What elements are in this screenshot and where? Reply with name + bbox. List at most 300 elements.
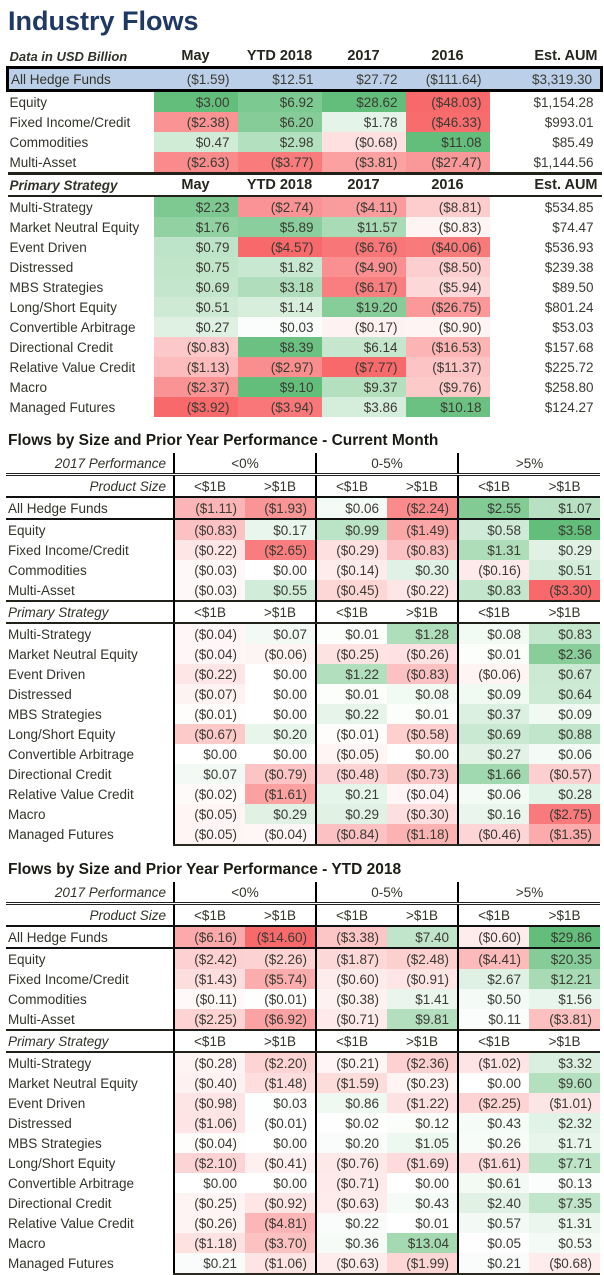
flow-value-cell: ($11.37) [406,357,490,377]
flow-value-cell: ($0.60) [458,926,529,948]
table-row [8,152,602,174]
flow-value-cell: $0.00 [387,1173,458,1193]
flow-value-cell: ($0.60) [316,969,387,989]
row-label: Directional Credit [9,339,114,355]
flow-value-cell: ($3.94) [238,397,322,417]
row-label: Multi-Strategy [8,626,92,642]
flow-value-cell: ($16.53) [406,337,490,357]
flow-value-cell: $0.00 [245,744,316,764]
flow-value-cell: $2.23 [154,196,238,217]
flow-value-cell: ($5.94) [406,277,490,297]
strategy-section-label: Primary Strategy [8,174,154,197]
flow-value-cell: $0.29 [316,804,387,824]
product-size-header: >$1B [387,475,458,498]
flow-value-cell: $3.58 [529,519,600,540]
row-label: Market Neutral Equity [8,1075,138,1091]
flow-value-cell: ($0.22) [387,580,458,601]
flow-value-cell: ($0.16) [458,560,529,580]
table-row [6,1233,600,1253]
flow-value-cell: $0.01 [387,704,458,724]
product-size-header: <$1B [458,475,529,498]
performance-group-header: >5% [458,453,600,475]
flow-value-cell: $0.07 [245,623,316,644]
header-row [8,174,602,197]
flow-value-cell: ($1.69) [387,1153,458,1173]
row-label: Commodities [9,134,89,150]
flow-value-cell: $0.43 [387,1193,458,1213]
table-row [6,1113,600,1133]
flow-value-cell: ($0.38) [316,989,387,1009]
row-label: MBS Strategies [9,279,104,295]
flow-value-cell: $0.03 [238,317,322,337]
table-row [8,91,602,113]
table-row [6,497,600,519]
table-row [8,277,602,297]
flow-value-cell: ($2.65) [245,540,316,560]
flow-value-cell: $0.00 [387,744,458,764]
flow-value-cell: ($0.30) [387,804,458,824]
flow-value-cell: $20.35 [529,948,600,969]
flow-value-cell: $12.51 [238,68,322,91]
flow-value-cell: $0.64 [529,684,600,704]
flow-value-cell: $0.43 [458,1113,529,1133]
flow-value-cell: $0.99 [316,519,387,540]
performance-axis-label: 2017 Performance [6,453,174,475]
product-size-header: >$1B [529,904,600,927]
flow-value-cell: $0.83 [458,580,529,601]
flow-value-cell: ($0.83) [387,540,458,560]
flow-value-cell: ($0.01) [174,704,245,724]
row-label: Directional Credit [8,766,112,782]
flow-value-cell: ($0.68) [322,132,406,152]
flow-value-cell: ($0.41) [245,1153,316,1173]
flow-value-cell: ($26.75) [406,297,490,317]
flow-value-cell: ($46.33) [406,112,490,132]
flow-value-cell: $0.01 [316,623,387,644]
flow-value-cell: ($1.49) [387,519,458,540]
flow-value-cell: $12.21 [529,969,600,989]
strategy-section-label: Primary Strategy [6,1030,174,1052]
row-label: All Hedge Funds [8,68,154,91]
flow-value-cell: $7.71 [529,1153,600,1173]
row-label: Relative Value Credit [8,786,134,802]
row-label: Directional Credit [8,1195,112,1211]
industry-flows-table [6,46,603,417]
flow-value-cell: $0.09 [529,704,600,724]
product-size-header: <$1B [316,1030,387,1052]
flow-value-cell: $9.37 [322,377,406,397]
flow-value-cell: $3.18 [238,277,322,297]
flow-value-cell: ($0.26) [174,1213,245,1233]
flow-value-cell: $1.05 [387,1133,458,1153]
flow-value-cell: ($0.90) [406,317,490,337]
product-size-header: >$1B [387,1030,458,1052]
flow-value-cell: $3.32 [529,1052,600,1073]
flow-value-cell: ($0.45) [316,580,387,601]
flow-value-cell: ($0.79) [245,764,316,784]
flow-value-cell: ($2.24) [387,497,458,519]
flow-value-cell: ($0.71) [316,1173,387,1193]
flow-value-cell: ($4.57) [238,237,322,257]
table-row [6,704,600,724]
column-header-may: May [181,48,210,64]
row-label: Distressed [8,686,72,702]
section-title-ytd-2018: Flows by Size and Prior Year Performance - YTD 2018 [8,861,402,878]
flow-value-cell: $0.27 [154,317,238,337]
flow-value-cell: $0.11 [458,1009,529,1030]
flow-value-cell: ($0.05) [316,744,387,764]
flow-value-cell: $0.00 [245,560,316,580]
product-size-header: >$1B [245,601,316,623]
table-row [8,237,602,257]
product-size-header: <$1B [174,475,245,498]
flow-value-cell: $0.06 [316,497,387,519]
flow-value-cell: $0.36 [316,1233,387,1253]
row-label: Fixed Income/Credit [9,114,131,130]
flow-value-cell: ($2.63) [154,152,238,174]
table-row [6,540,600,560]
flow-value-cell: $2.98 [238,132,322,152]
table-row [8,196,602,217]
flow-value-cell: $0.00 [245,684,316,704]
performance-group-header: 0-5% [316,453,458,475]
row-label: Market Neutral Equity [9,219,140,235]
performance-group-header: 0-5% [316,882,458,904]
flow-value-cell: ($0.22) [174,664,245,684]
flow-value-cell: $0.06 [458,784,529,804]
table-row [6,724,600,744]
flow-value-cell: ($0.02) [174,784,245,804]
column-header-may: May [154,174,238,197]
column-header-2016: 2016 [406,174,490,197]
flow-value-cell: $0.51 [529,560,600,580]
aum-value-cell: $1,144.56 [533,154,594,170]
flow-value-cell: $0.00 [245,1173,316,1193]
section-title-current-month: Flows by Size and Prior Year Performance - Current Month [8,432,439,449]
aum-value-cell: $536.93 [544,239,594,255]
flow-value-cell: ($0.73) [387,764,458,784]
row-label: Equity [9,94,48,110]
flow-value-cell: ($1.22) [387,1093,458,1113]
flow-value-cell: ($40.06) [406,237,490,257]
product-size-header: <$1B [316,904,387,927]
flow-value-cell: $0.26 [458,1133,529,1153]
table-row [8,132,602,152]
flow-value-cell: $1.78 [322,112,406,132]
flow-value-cell: ($9.76) [406,377,490,397]
strategy-section-header-row [6,1030,600,1052]
flow-value-cell: $28.62 [322,91,406,113]
flow-value-cell: ($2.97) [238,357,322,377]
table-row [6,1213,600,1233]
flow-value-cell: ($0.83) [154,337,238,357]
row-label: Event Driven [8,1095,86,1111]
flow-value-cell: ($2.26) [245,948,316,969]
table-row [6,664,600,684]
flow-value-cell: ($1.99) [387,1253,458,1274]
flow-value-cell: $7.40 [387,926,458,948]
flow-value-cell: $6.20 [238,112,322,132]
size-perf-table-current-month-body [6,453,600,845]
flow-value-cell: ($0.46) [458,824,529,845]
flow-value-cell: $1.31 [458,540,529,560]
aum-value-cell: $534.85 [544,199,594,215]
row-label: Multi-Strategy [9,199,93,215]
flow-value-cell: $0.20 [316,1133,387,1153]
flow-value-cell: $2.55 [458,497,529,519]
column-header-2017: 2017 [347,48,380,64]
aum-value-cell: $53.03 [552,319,594,335]
flow-value-cell: ($0.06) [245,644,316,664]
row-label: Event Driven [9,239,87,255]
flow-value-cell: ($1.59) [154,68,238,91]
flow-value-cell: ($0.11) [174,989,245,1009]
row-label: All Hedge Funds [6,497,174,519]
flow-value-cell: $0.22 [316,704,387,724]
flow-value-cell: ($2.74) [238,196,322,217]
flow-value-cell: ($7.77) [322,357,406,377]
flow-value-cell: $1.31 [529,1213,600,1233]
flow-value-cell: $1.71 [529,1133,600,1153]
product-size-header: <$1B [316,601,387,623]
table-row [8,217,602,237]
flow-value-cell: $0.75 [154,257,238,277]
row-label: Long/Short Equity [8,1155,116,1171]
flow-value-cell: $7.35 [529,1193,600,1213]
total-row-all-hedge-funds [8,68,602,91]
flow-value-cell: $1.22 [316,664,387,684]
flow-value-cell: ($2.10) [174,1153,245,1173]
flow-value-cell: $0.01 [387,1213,458,1233]
table-row [8,337,602,357]
flow-value-cell: ($0.04) [174,644,245,664]
flow-value-cell: $2.36 [529,644,600,664]
flow-value-cell: ($6.92) [245,1009,316,1030]
flow-value-cell: $5.89 [238,217,322,237]
flow-value-cell: $0.55 [245,580,316,601]
flow-value-cell: ($0.71) [316,1009,387,1030]
flow-value-cell: ($4.11) [322,196,406,217]
product-size-header: >$1B [529,601,600,623]
flow-value-cell: ($1.61) [458,1153,529,1173]
row-label: Managed Futures [8,827,114,842]
flow-value-cell: $0.00 [245,1133,316,1153]
product-size-header: <$1B [316,475,387,498]
flow-value-cell: ($0.76) [316,1153,387,1173]
flow-value-cell: $0.12 [387,1113,458,1133]
flow-value-cell: ($1.61) [245,784,316,804]
flow-value-cell: ($3.70) [245,1233,316,1253]
flow-value-cell: $8.39 [238,337,322,357]
row-label: MBS Strategies [8,1135,102,1151]
page-title: Industry Flows [8,6,199,36]
flow-value-cell: ($0.17) [322,317,406,337]
flow-value-cell: ($2.36) [387,1052,458,1073]
table-row [6,784,600,804]
column-header-2017: 2017 [322,174,406,197]
flow-value-cell: ($0.05) [174,804,245,824]
flow-value-cell: $0.86 [316,1093,387,1113]
table-row [6,1173,600,1193]
flow-value-cell: ($0.67) [174,724,245,744]
flow-value-cell: $0.21 [174,1253,245,1274]
column-header-ytd-2018: YTD 2018 [246,48,313,64]
product-size-header: >$1B [387,601,458,623]
flow-value-cell: ($1.01) [529,1093,600,1113]
flow-value-cell: $0.07 [174,764,245,784]
flow-value-cell: $0.00 [245,704,316,724]
flow-value-cell: ($0.01) [245,1113,316,1133]
flow-value-cell: $0.09 [458,684,529,704]
performance-group-header: >5% [458,882,600,904]
flow-value-cell: ($1.18) [387,824,458,845]
row-label: Fixed Income/Credit [8,971,129,987]
row-label: Market Neutral Equity [8,646,138,662]
product-size-header-row [6,904,600,927]
product-size-header: <$1B [174,904,245,927]
flow-value-cell: $13.04 [387,1233,458,1253]
flow-value-cell: ($0.22) [174,540,245,560]
table-row [8,112,602,132]
flow-value-cell: ($3.30) [529,580,600,601]
row-label: Long/Short Equity [8,726,116,742]
flow-value-cell: $11.08 [406,132,490,152]
flow-value-cell: $0.58 [458,519,529,540]
flow-value-cell: ($3.81) [529,1009,600,1030]
product-size-header: >$1B [245,904,316,927]
flow-value-cell: $0.03 [245,1093,316,1113]
header-row [8,46,602,68]
flow-value-cell: $0.79 [154,237,238,257]
flow-value-cell: ($1.59) [316,1073,387,1093]
flow-value-cell: ($1.35) [529,824,600,845]
flow-value-cell: $0.21 [458,1253,529,1274]
flow-value-cell: ($0.68) [529,1253,600,1274]
table-row [6,684,600,704]
table-row [8,297,602,317]
flow-value-cell: $1.66 [458,764,529,784]
performance-header-row [6,882,600,904]
flow-value-cell: ($0.14) [316,560,387,580]
flow-value-cell: ($111.64) [406,68,490,91]
flow-value-cell: ($2.38) [154,112,238,132]
flow-value-cell: ($0.25) [174,1193,245,1213]
table-row [6,644,600,664]
aum-value-cell: $258.80 [544,379,594,395]
flow-value-cell: ($0.04) [174,623,245,644]
flow-value-cell: ($0.63) [316,1253,387,1274]
table-units-label: Data in USD Billion [9,48,128,64]
table-row [6,1193,600,1213]
product-size-header: >$1B [529,1030,600,1052]
size-perf-table-ytd-2018 [6,882,600,1275]
performance-group-header: <0% [174,882,316,904]
aum-value-cell: $85.49 [552,134,594,150]
flow-value-cell: $0.29 [245,804,316,824]
flow-value-cell: ($3.77) [238,152,322,174]
flow-value-cell: ($2.75) [529,804,600,824]
flow-value-cell: ($14.60) [245,926,316,948]
table-row [8,397,602,417]
flow-value-cell: ($0.26) [387,644,458,664]
flow-value-cell: $6.14 [322,337,406,357]
table-row [6,1052,600,1073]
flow-value-cell: $27.72 [322,68,406,91]
row-label: Event Driven [8,666,86,682]
table-row [8,317,602,337]
flow-value-cell: ($0.03) [174,580,245,601]
flow-value-cell: $9.10 [238,377,322,397]
flow-value-cell: $0.00 [174,744,245,764]
table-row [6,989,600,1009]
flow-value-cell: ($0.06) [458,664,529,684]
flow-value-cell: ($2.20) [245,1052,316,1073]
flow-value-cell: $1.07 [529,497,600,519]
product-size-header: >$1B [245,475,316,498]
flow-value-cell: ($1.13) [154,357,238,377]
table-row [8,377,602,397]
table-row [6,519,600,540]
flow-value-cell: $0.21 [316,784,387,804]
flow-value-cell: $1.28 [387,623,458,644]
row-label: Distressed [9,259,74,275]
table-row [6,764,600,784]
flow-value-cell: $0.61 [458,1173,529,1193]
product-size-header: >$1B [245,1030,316,1052]
aum-value-cell: $157.68 [544,339,594,355]
industry-flows-table-body [8,46,602,417]
flow-value-cell: ($0.83) [387,664,458,684]
flow-value-cell: ($3.81) [322,152,406,174]
flow-value-cell: ($1.11) [174,497,245,519]
flow-value-cell: $0.22 [316,1213,387,1233]
column-header-2016: 2016 [431,48,464,64]
row-label: All Hedge Funds [6,926,174,948]
product-size-axis-label: Product Size [6,475,174,498]
flow-value-cell: $0.08 [387,684,458,704]
flow-value-cell: $10.18 [406,397,490,417]
performance-header-row [6,453,600,475]
row-label: Managed Futures [8,1256,114,1271]
row-label: Equity [8,951,46,967]
flow-value-cell: ($6.17) [322,277,406,297]
row-label: Macro [8,1235,46,1251]
column-header-est-aum: Est. AUM [490,174,602,197]
flow-value-cell: ($1.02) [458,1052,529,1073]
flow-value-cell: $0.06 [529,744,600,764]
flow-value-cell: $2.40 [458,1193,529,1213]
row-label: Relative Value Credit [9,359,136,375]
size-perf-table-current-month [6,453,600,846]
flow-value-cell: $2.67 [458,969,529,989]
flow-value-cell: ($0.04) [387,784,458,804]
flow-value-cell: $0.37 [458,704,529,724]
flow-value-cell: $0.69 [154,277,238,297]
flow-value-cell: $0.08 [458,623,529,644]
flow-value-cell: ($0.48) [316,764,387,784]
flow-value-cell: ($0.01) [245,989,316,1009]
flow-value-cell: $3.00 [154,91,238,113]
table-row [6,1133,600,1153]
aum-value-cell: $74.47 [552,219,594,235]
aum-value-cell: $239.38 [544,259,594,275]
performance-group-header: <0% [174,453,316,475]
flow-value-cell: ($0.04) [174,1133,245,1153]
flow-value-cell: ($0.92) [245,1193,316,1213]
flow-value-cell: $0.02 [316,1113,387,1133]
flow-value-cell: ($4.41) [458,948,529,969]
flow-value-cell: $6.92 [238,91,322,113]
